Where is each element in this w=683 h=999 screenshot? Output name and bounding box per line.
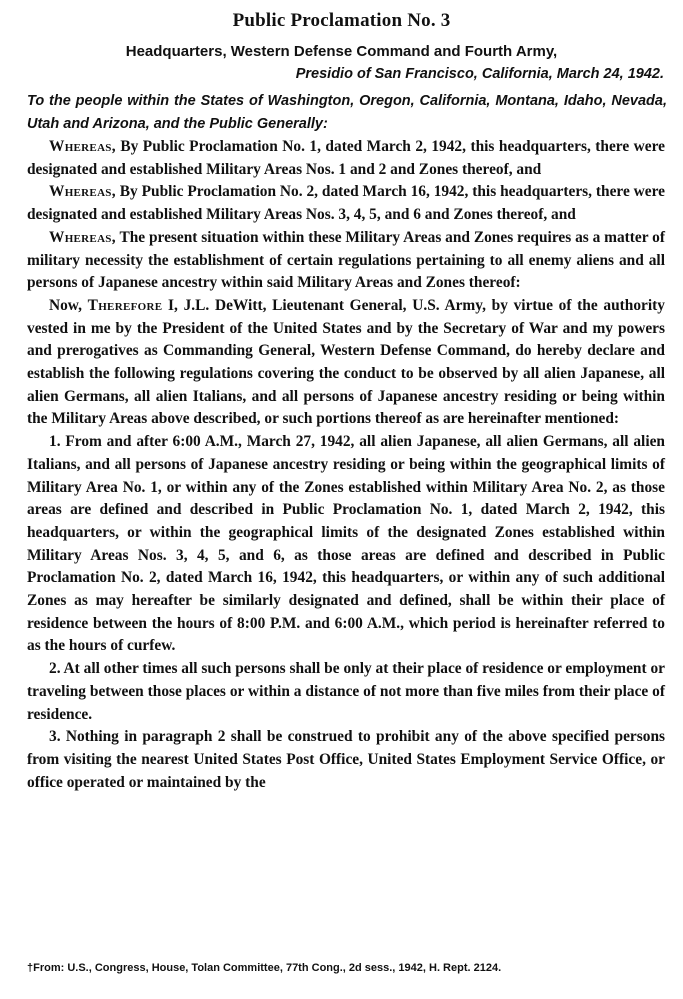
therefore-lead: Therefore (87, 296, 163, 314)
paragraph-text: By Public Proclamation No. 1, dated March 2, 1942, this headquarters, there were designated and established Military Areas Nos. 1 and 2 and Zones thereof, and (27, 138, 665, 178)
whereas-paragraph-2 (27, 181, 665, 226)
now-prefix: Now, (49, 296, 88, 314)
paragraph-text: I, J.L. DeWitt, Lieutenant General, U.S. Army, by virtue of the authority vested in me by the President of the United States and by the Secretary of War and my powers and prerogatives as Commanding General, Western Defense Command, do hereby declare and establish the following regulations covering the conduct to be observed by all alien Japanese, all alien Germans, all alien Italians, and all persons of Japanese ancestry residing or being within the Military Areas above described, or such portions thereof as are hereinafter mentioned: (27, 296, 665, 428)
now-therefore-paragraph (27, 295, 665, 431)
paragraph-text: By Public Proclamation No. 2, dated March 16, 1942, this headquarters, there were designated and established Military Areas Nos. 3, 4, 5, and 6 and Zones thereof, and (27, 183, 665, 224)
proclamation-title: Public Proclamation No. 3 (232, 10, 451, 31)
whereas-lead: Whereas, (49, 183, 116, 201)
paragraph-text: The present situation within these Military Areas and Zones requires as a matter of military necessity the establishment of certain regulations pertaining to all enemy aliens and all persons of Japanese ancestry within said Military Areas and Zones thereof: (27, 228, 665, 292)
source-footnote: †From: U.S., Congress, House, Tolan Committee, 77th Cong., 2d sess., 1942, H. Rept. 2124. (27, 962, 502, 974)
numbered-paragraph-1: 1. From and after 6:00 A.M., March 27, 1942, all alien Japanese, all alien Germans, all alien Italians, and all persons of Japanese ancestry residing or being within the geographical limits of Military Area No. 1, or within any of the Zones established within Military Area No. 2, as those areas are defined and described in Public Proclamation No. 1, dated March 2, 1942, this headquarters, or within the geographical limits of the designated Zones established within Military Areas Nos. 3, 4, 5, and 6, as those areas are defined and described in Public Proclamation No. 2, dated March 16, 1942, this headquarters, or within any of such additional Zones as may hereafter be similarly designated and defined, shall be within their place of residence between the hours of 8:00 P.M. and 6:00 A.M., which period is hereinafter referred to as the hours of curfew. (27, 433, 665, 655)
whereas-lead: Whereas, (49, 228, 116, 246)
whereas-paragraph-3 (27, 227, 665, 295)
proclamation-body (27, 136, 665, 794)
numbered-paragraph-3: 3. Nothing in paragraph 2 shall be construed to prohibit any of the above specified persons from visiting the nearest United States Post Office, United States Employment Service Office, or office operated or maintained by the (27, 728, 665, 791)
addressee: To the people within the States of Washington, Oregon, California, Montana, Idaho, Nevada, Utah and Arizona, and the Public Generally: (27, 93, 667, 132)
numbered-paragraph-2: 2. At all other times all such persons shall be only at their place of residence or employment or traveling between those places or within a distance of not more than five miles from their place of residence. (27, 660, 665, 723)
headquarters-line: Headquarters, Western Defense Command and Fourth Army, (125, 43, 558, 60)
place-date-line: Presidio of San Francisco, California, March 24, 1942. (295, 66, 664, 82)
whereas-paragraph-1 (27, 136, 665, 181)
whereas-lead: Whereas, (49, 138, 116, 155)
